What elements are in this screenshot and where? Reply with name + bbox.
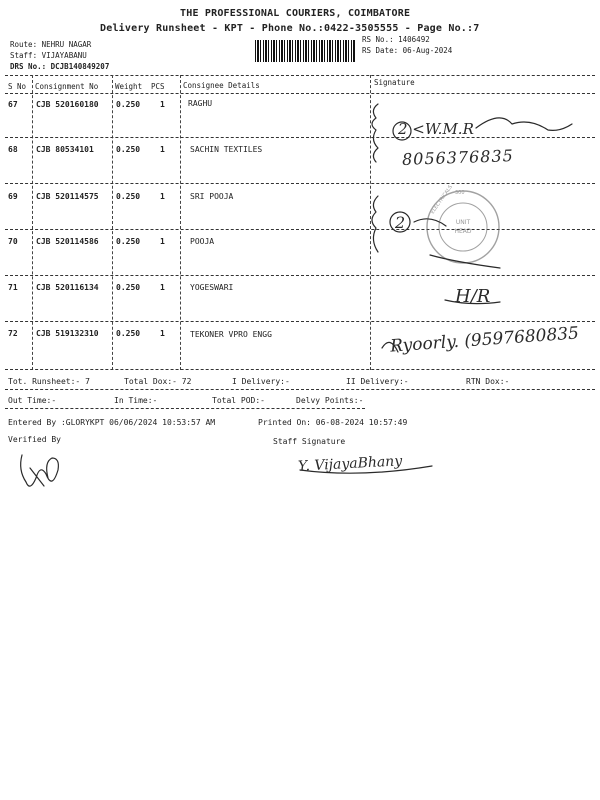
- row-weight: 0.250: [116, 192, 141, 201]
- svg-text:300: 300: [455, 190, 465, 196]
- row-weight: 0.250: [116, 283, 141, 292]
- company-name: THE PROFESSIONAL COURIERS, COIMBATORE: [180, 8, 411, 19]
- staff-signature-label: Staff Signature: [273, 437, 346, 446]
- row-consignee: SRI POOJA: [190, 192, 234, 201]
- route-label: Route: NEHRU NAGAR: [10, 40, 92, 49]
- circle-mark: [390, 212, 410, 232]
- svg-text:UNIT: UNIT: [455, 219, 471, 226]
- total-dox: Total Dox:- 72: [124, 377, 192, 386]
- out-time: Out Time:-: [8, 396, 57, 405]
- staff-signature: Y. VijayaBhany: [297, 453, 403, 475]
- row-weight: 0.250: [116, 145, 141, 154]
- runsheet-subtitle: Delivery Runsheet - KPT - Phone No.:0422-3505555 - Page No.:7: [100, 23, 480, 34]
- verified-by-label: Verified By: [8, 435, 61, 444]
- row-consignment: CJB 520160180: [36, 100, 99, 109]
- col-consignment: Consignment No: [35, 82, 99, 91]
- signature-row-67: 2 <W.M.R: [398, 120, 474, 138]
- total-runsheet: Tot. Runsheet:- 7: [8, 377, 90, 386]
- row-consignment: CJB 519132310: [36, 329, 99, 338]
- printed-on: Printed On: 06-08-2024 10:57:49: [258, 418, 408, 427]
- row-sno: 67: [8, 100, 18, 109]
- signature-row-72: Ryoorly. (9597680835: [389, 323, 580, 357]
- drs-number: DRS No.: DCJB140849207: [10, 62, 110, 71]
- delivery-points: Delvy Points:-: [296, 396, 364, 405]
- signature-row-71: H/R: [455, 286, 491, 307]
- brace-mark: [372, 104, 378, 162]
- row-consignee: RAGHU: [188, 99, 213, 108]
- row-consignment: CJB 520114586: [36, 237, 99, 246]
- col-pcs: PCS: [151, 82, 165, 91]
- row-consignee: POOJA: [190, 237, 215, 246]
- row-pcs: 1: [160, 100, 165, 109]
- staff-label: Staff: VIJAYABANU: [10, 51, 87, 60]
- row-sno: 72: [8, 329, 18, 338]
- total-pod: Total POD:-: [212, 396, 265, 405]
- signature-row-69: 2: [395, 213, 406, 232]
- signature-stroke: [430, 255, 500, 268]
- verified-by-signature: [21, 455, 59, 486]
- circle-mark: [393, 122, 411, 140]
- staff-signature-stroke: [300, 466, 432, 473]
- row-pcs: 1: [160, 237, 165, 246]
- row-consignment: CJB 80534101: [36, 145, 94, 154]
- row-pcs: 1: [160, 329, 165, 338]
- col-signature: Signature: [374, 78, 415, 87]
- handwritten-phone-row-68: 8056376835: [401, 146, 515, 169]
- row-weight: 0.250: [116, 100, 141, 109]
- i-delivery: I Delivery:-: [232, 377, 290, 386]
- signature-stroke: [414, 219, 446, 226]
- in-time: In Time:-: [114, 396, 158, 405]
- row-pcs: 1: [160, 283, 165, 292]
- rtn-dox: RTN Dox:-: [466, 377, 510, 386]
- col-weight: Weight: [115, 82, 143, 91]
- entered-by: Entered By :GLORYKPT 06/06/2024 10:53:57 AM: [8, 418, 216, 427]
- signature-stroke: [445, 300, 500, 304]
- svg-text:ELECTRICALS: ELECTRICALS: [429, 184, 454, 216]
- signature-stroke: [476, 118, 572, 131]
- row-sno: 69: [8, 192, 18, 201]
- row-consignment: CJB 520114575: [36, 192, 99, 201]
- row-consignee: TEKONER VPRO ENGG: [190, 330, 272, 339]
- row-pcs: 1: [160, 192, 165, 201]
- row-sno: 71: [8, 283, 18, 292]
- row-consignee: YOGESWARI: [190, 283, 234, 292]
- ii-delivery: II Delivery:-: [346, 377, 409, 386]
- rs-number: RS No.: 1406492: [362, 35, 430, 44]
- company-stamp: [427, 184, 499, 263]
- row-sno: 70: [8, 237, 18, 246]
- row-sno: 68: [8, 145, 18, 154]
- row-weight: 0.250: [116, 237, 141, 246]
- brace-mark: [372, 196, 378, 252]
- row-pcs: 1: [160, 145, 165, 154]
- row-weight: 0.250: [116, 329, 141, 338]
- rs-date: RS Date: 06-Aug-2024: [362, 46, 453, 55]
- col-consignee: Consignee Details: [183, 81, 260, 90]
- col-sno: S No: [8, 82, 27, 91]
- row-consignment: CJB 520116134: [36, 283, 99, 292]
- signature-stroke: [382, 342, 398, 352]
- row-consignee: SACHIN TEXTILES: [190, 145, 263, 154]
- svg-text:HEAD: HEAD: [454, 228, 472, 235]
